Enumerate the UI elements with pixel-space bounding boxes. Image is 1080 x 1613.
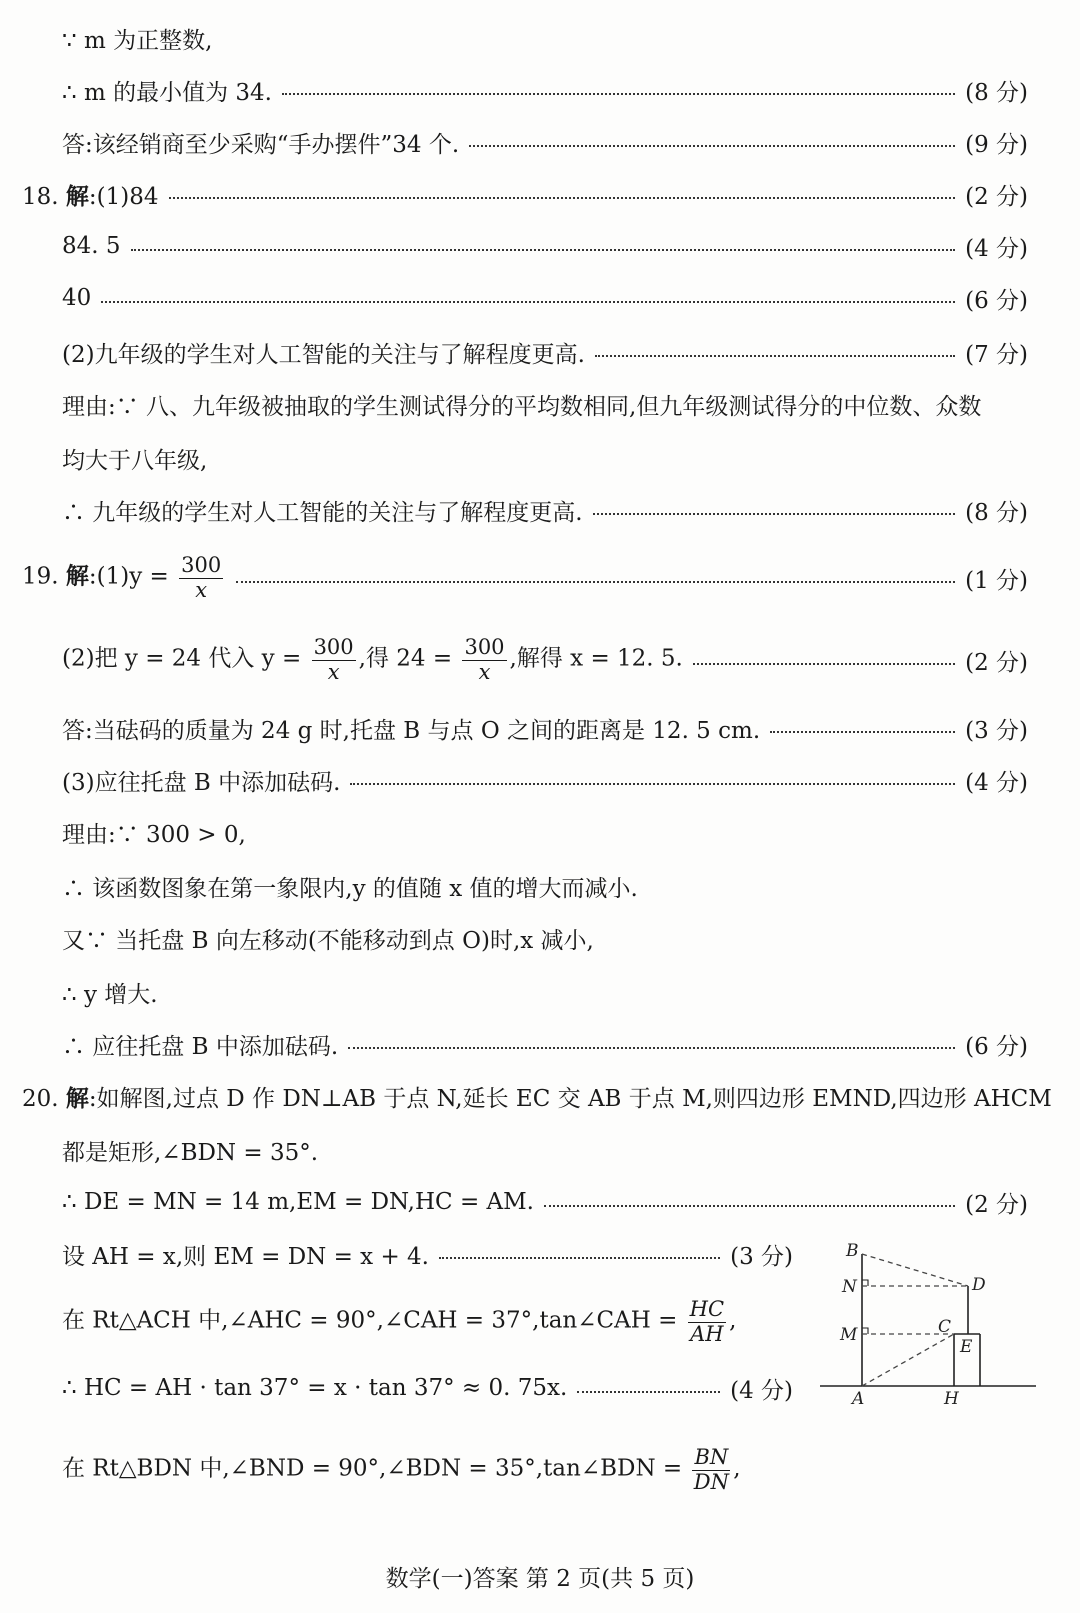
leader-dots: [439, 1257, 720, 1259]
score-label: (8 分): [965, 79, 1028, 106]
leader-dots: [131, 249, 956, 251]
line-text: :(1)y =: [88, 564, 169, 590]
label-d: D: [972, 1275, 986, 1295]
line-text: 理由:∵ 八、九年级被抽取的学生测试得分的平均数相同,但九年级测试得分的中位数、众数: [62, 393, 982, 420]
line-text: ,: [729, 1308, 737, 1334]
leader-dots: [169, 197, 956, 199]
line-text: ∴ m 的最小值为 34.: [62, 79, 272, 106]
text-line: [0, 276, 1080, 320]
leader-dots: [348, 1047, 955, 1049]
label-c: C: [938, 1317, 952, 1337]
score-label: (4 分): [965, 235, 1028, 262]
score-label: (4 分): [965, 769, 1028, 796]
leader-dots: [236, 581, 955, 583]
page-footer: 数学(一)答案 第 2 页(共 5 页): [385, 1566, 695, 1592]
leader-dots: [350, 783, 955, 785]
line-text: ,: [733, 1456, 741, 1482]
question-number: 18.: [22, 183, 59, 210]
text-line: [0, 864, 1080, 908]
text-line: [0, 68, 1080, 112]
line-text: 理由:∵ 300 > 0,: [62, 821, 246, 848]
question-number: 20.: [22, 1085, 59, 1112]
right-angle-n: [862, 1280, 868, 1286]
text-line: [0, 1440, 1080, 1500]
line-text: ∴ 应往托盘 B 中添加砝码.: [62, 1033, 339, 1060]
line-text: ,得 24 =: [358, 646, 453, 672]
dashed-bd: [862, 1254, 968, 1286]
fraction: $\frac{300}{x}$: [313, 635, 354, 684]
line-text: 又∵ 当托盘 B 向左移动(不能移动到点 O)时,x 减小,: [62, 927, 594, 954]
text-line: [0, 1292, 815, 1352]
score-label: (2 分): [965, 183, 1028, 210]
score-label: (2 分): [965, 649, 1028, 676]
question-20-line: [0, 1074, 1080, 1118]
score-label: (6 分): [965, 287, 1028, 314]
line-text: ∴ 九年级的学生对人工智能的关注与了解程度更高.: [62, 499, 583, 526]
line-text: ∴ 该函数图象在第一象限内,y 的值随 x 值的增大而减小.: [62, 875, 638, 902]
line-text: 84. 5: [62, 233, 121, 259]
text-line: [0, 758, 1080, 802]
leader-dots: [282, 93, 955, 95]
line-text: (3)应往托盘 B 中添加砝码.: [62, 769, 341, 796]
line-text: 在 Rt△ACH 中,∠AHC = 90°,∠CAH = 37°,tan∠CAH =: [62, 1308, 678, 1334]
line-text: (2)九年级的学生对人工智能的关注与了解程度更高.: [62, 341, 585, 368]
solution-label: 解: [65, 563, 89, 590]
line-text: ∴ HC = AH · tan 37° = x · tan 37° ≈ 0. 75x.: [62, 1375, 568, 1401]
text-line: [0, 120, 1080, 164]
leader-dots: [101, 301, 955, 303]
label-a: A: [852, 1389, 865, 1409]
solution-label: 解: [65, 182, 89, 210]
right-angle-m: [862, 1328, 868, 1334]
line-text: (2)把 y = 24 代入 y =: [62, 646, 302, 672]
line-text: 设 AH = x,则 EM = DN = x + 4.: [62, 1243, 429, 1270]
text-line: [0, 436, 1080, 480]
text-line: [0, 224, 1080, 268]
label-m: M: [840, 1325, 858, 1345]
line-text: 都是矩形,∠BDN = 35°.: [62, 1139, 319, 1166]
question-19-line: [0, 548, 1080, 608]
leader-dots: [469, 145, 955, 147]
text-line: [0, 1022, 1080, 1066]
line-text: 答:当砝码的质量为 24 g 时,托盘 B 与点 O 之间的距离是 12. 5 cm.: [62, 717, 761, 744]
question-18-line: [0, 172, 1080, 216]
score-label: (1 分): [965, 567, 1028, 594]
fraction: $\frac{HC}{AH}$: [689, 1297, 725, 1346]
text-line: [0, 330, 1080, 374]
label-h: H: [944, 1389, 959, 1409]
score-label: (7 分): [965, 341, 1028, 368]
line-text: 40: [62, 285, 92, 311]
text-line: [0, 488, 1080, 532]
line-text: ∴ y 增大.: [62, 981, 158, 1008]
score-label: (8 分): [965, 499, 1028, 526]
label-b: B: [846, 1241, 859, 1261]
text-line: [0, 916, 1080, 960]
leader-dots: [770, 731, 955, 733]
line-text: 答:该经销商至少采购“手办摆件”34 个.: [62, 131, 460, 158]
score-label: (3 分): [965, 717, 1028, 744]
text-line: [0, 970, 1080, 1014]
label-e: E: [960, 1337, 973, 1357]
text-line: [0, 16, 1080, 60]
fraction: $\frac{300}{x}$: [464, 635, 505, 684]
leader-dots: [593, 513, 955, 515]
dashed-ac: [862, 1334, 954, 1386]
leader-dots: [544, 1205, 955, 1207]
leader-dots: [595, 355, 955, 357]
text-line: [0, 1366, 815, 1410]
score-label: (3 分): [730, 1243, 793, 1270]
score-label: (9 分): [965, 131, 1028, 158]
geometry-figure: [820, 1240, 1060, 1420]
line-text: ∴ DE = MN = 14 m,EM = DN,HC = AM.: [62, 1189, 534, 1215]
text-line: [0, 1232, 815, 1276]
line-text: ,解得 x = 12. 5.: [509, 646, 683, 672]
leader-dots: [693, 663, 955, 665]
text-line: [0, 706, 1080, 750]
text-line: [0, 1180, 1080, 1224]
line-text: ∵ m 为正整数,: [62, 27, 213, 54]
fraction: $\frac{BN}{DN}$: [693, 1445, 729, 1494]
text-line: [0, 1128, 1080, 1172]
fraction: $\frac{300}{x}$: [181, 553, 222, 602]
line-text: :如解图,过点 D 作 DN⊥AB 于点 N,延长 EC 交 AB 于点 M,则四边形 EMND,四边形 AHCM: [88, 1085, 1052, 1112]
text-line: [0, 810, 1080, 854]
leader-dots: [577, 1391, 720, 1393]
label-n: N: [842, 1277, 857, 1297]
line-text: 均大于八年级,: [62, 447, 208, 474]
line-text: 在 Rt△BDN 中,∠BND = 90°,∠BDN = 35°,tan∠BDN =: [62, 1456, 683, 1482]
text-line: [0, 630, 1080, 690]
score-label: (2 分): [965, 1191, 1028, 1218]
text-line: [0, 382, 1080, 426]
score-label: (4 分): [730, 1377, 793, 1404]
line-text: :(1)84: [88, 183, 159, 210]
score-label: (6 分): [965, 1033, 1028, 1060]
solution-label: 解: [65, 1084, 89, 1112]
question-number: 19.: [22, 564, 59, 590]
